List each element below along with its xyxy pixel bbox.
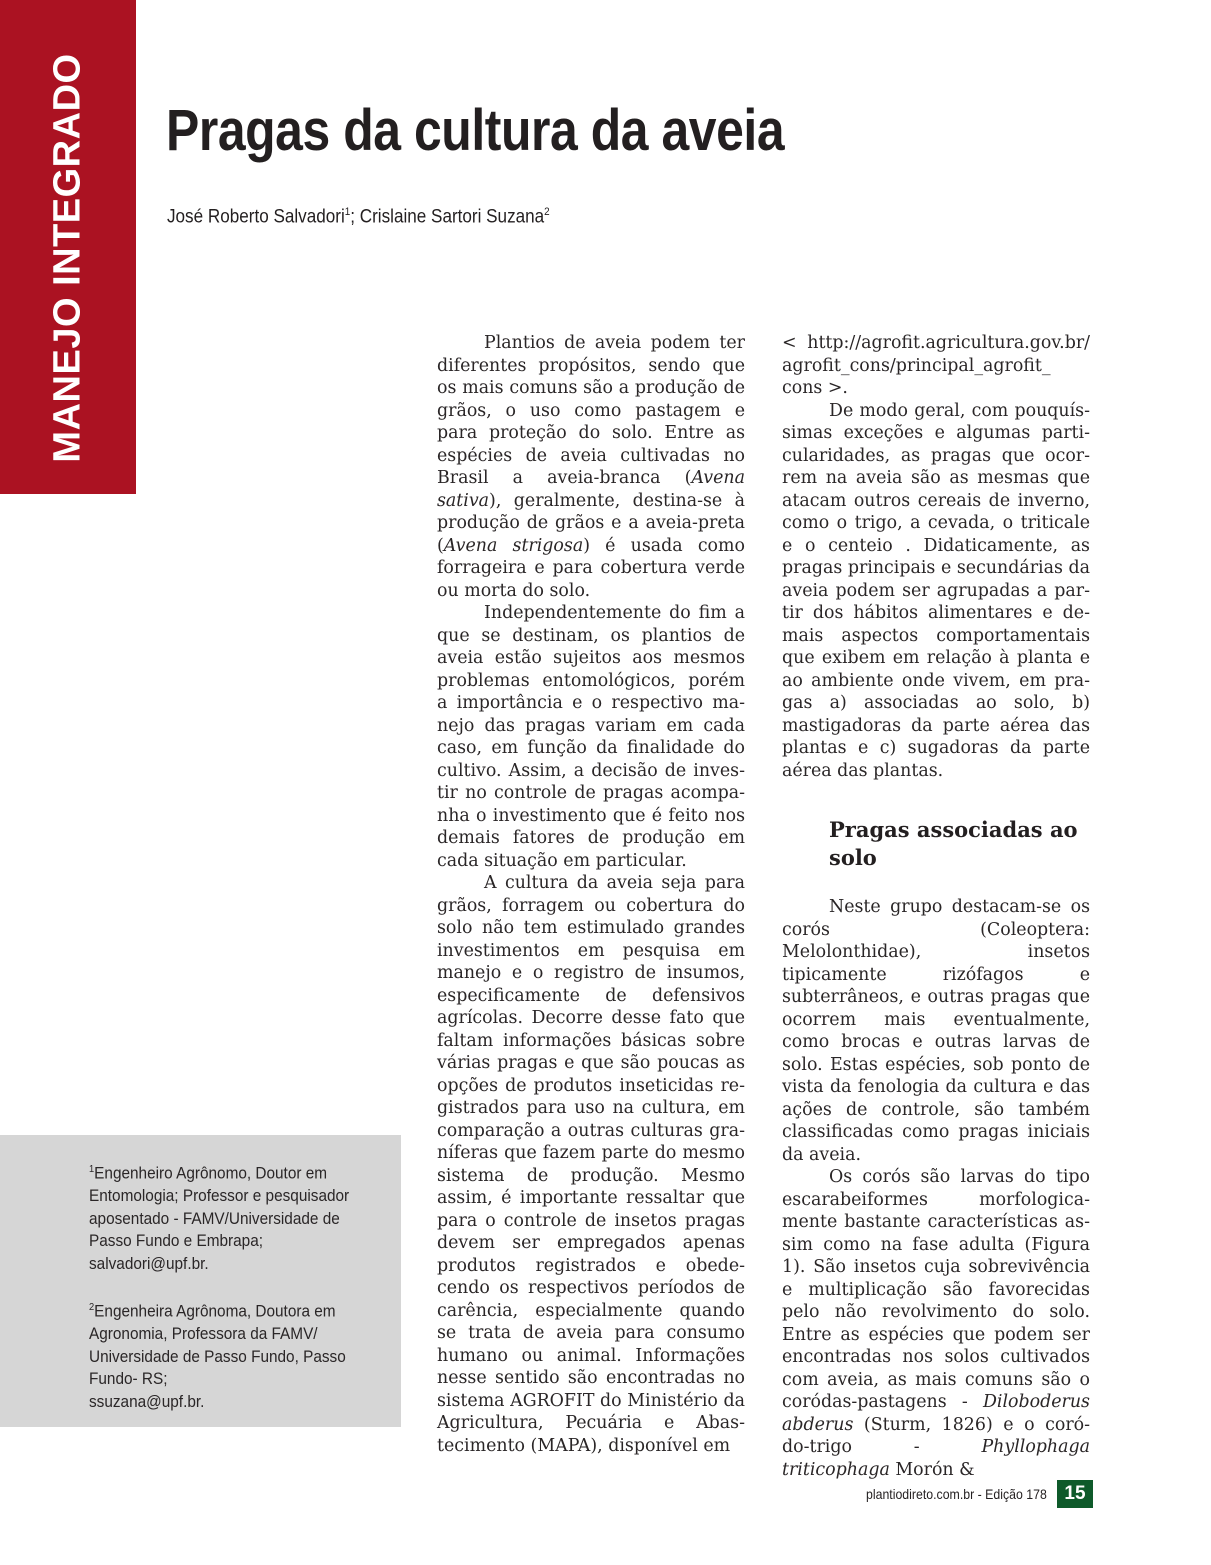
author-note-1 (89, 1159, 359, 1275)
url-reference[interactable]: < http://agrofit.agricultura.gov.br/ agrofit_cons/principal_agrofit_ cons >. (782, 333, 1090, 398)
section-heading: Pragas associadas ao solo (829, 817, 1078, 870)
paragraph: De modo geral, com pouquíssimas exceções e algumas particularidades, as pragas que ocorrem na aveia são as mesmas que atacam outros cereais de inverno, como o trigo, a cevada, o triticale e o centeio . Didaticamente, as pragas principais e secundárias da aveia podem ser agrupadas a partir dos hábitos alimentares e demais aspectos comportamentais que exibem em relação à planta e ao ambiente onde vivem, em pragas a) associadas ao solo, b) mastigadoras da parte aérea das plantas e c) sugadoras da parte aérea das plantas. (782, 400, 1090, 781)
text-run: (Sturm, 1826) e o coró-do-trigo - (782, 1414, 1090, 1457)
author-name: José Roberto Salvadori (167, 206, 345, 228)
page-number-badge: 15 (1057, 1480, 1093, 1508)
email-link[interactable]: ssuzana@upf.br. (89, 1392, 205, 1411)
author-note-2 (89, 1297, 359, 1413)
section-label: MANEJO INTEGRADO (46, 53, 89, 463)
species-name: Diloboderus abderus (782, 1392, 1090, 1435)
footer-edition: Edição 178 (985, 1486, 1047, 1502)
email-link[interactable]: salvadori@upf.br. (89, 1254, 209, 1273)
note-ref: 1 (89, 1164, 95, 1175)
footer-site[interactable]: plantiodireto.com.br (866, 1486, 975, 1502)
article-title: Pragas da cultura da aveia (166, 98, 785, 163)
body-column-2 (782, 332, 1090, 1481)
note-line: Fundo- RS; (89, 1370, 168, 1388)
paragraph: Independentemente do fim a que se destinam, os plantios de aveia estão sujeitos aos mesmos problemas entomológicos, porém a importância e o respectivo manejo das pragas variam em cada caso, em função da finalidade do cultivo. Assim, a decisão de investir no controle de pragas acompanha o investimento que é feito nos demais fatores de produção em cada situação em particular. (437, 603, 745, 871)
paragraph: Neste grupo destacam-se os corós (Coleoptera: Melolonthidae), insetos tipicamente rizófagos e subterrâneos, e outras pragas que ocorrem mais eventualmente, como brocas e outras larvas de solo. Estas espécies, sob ponto de vista da fenologia da cultura e das ações de controle, são também classificadas como pragas iniciais da aveia. (782, 897, 1090, 1165)
note-line: Universidade de Passo Fundo, Passo (89, 1347, 346, 1366)
paragraph (782, 1166, 1090, 1481)
paragraph (437, 332, 745, 602)
paragraph: A cultura da aveia seja para grãos, forragem ou cobertura do solo não tem estimulado grandes investimentos em pesquisa em manejo e o registro de insumos, especificamente de defensivos agrícolas. Decorre desse fato que faltam informações básicas sobre várias pragas e que são poucas as opções de produtos inseticidas registrados para uso na cultura, em comparação a outras culturas graníferas que fazem parte do mesmo sistema de produção. Mesmo assim, é importante ressaltar que para o controle de insetos pragas devem ser empregados apenas produtos registrados e obedecendo os respectivos períodos de carência, especialmente quando se trata de aveia para consumo humano ou animal. Informações nesse sentido são encontradas no sistema AGROFIT do Ministério da Agricultura, Pecuária e Abastecimento (MAPA), disponível em (437, 873, 745, 1456)
note-line: Engenheiro Agrônomo, Doutor em (94, 1164, 328, 1183)
footer-separator: - (974, 1486, 986, 1502)
author-name: Crislaine Sartori Suzana (359, 206, 545, 228)
note-line: Agronomia, Professora da FAMV/ (89, 1325, 318, 1343)
text-run: Os corós são larvas do tipo escarabeiformes morfologicamente bastante características assim como na fase adulta (Figura 1). São insetos cuja sobrevivência e multiplicação são favorecidas pelo não revolvimento do solo. Entre as espécies que podem ser encontradas nos solos cultivados com aveia, as mais comuns são o coródas-pastagens - (782, 1167, 1090, 1412)
author-separator: ; (350, 206, 360, 228)
species-name: Avena sativa (437, 468, 745, 511)
note-line: Passo Fundo e Embrapa; (89, 1232, 264, 1250)
author-ref: 1 (344, 206, 351, 218)
text-run: Morón & (889, 1459, 975, 1480)
note-line: aposentado - FAMV/Universidade de (89, 1209, 340, 1228)
note-line: Entomologia; Professor e pesquisador (89, 1187, 350, 1205)
author-ref: 2 (544, 206, 550, 218)
author-line (167, 206, 550, 228)
author-notes-box (0, 1135, 401, 1427)
section-band (0, 0, 136, 494)
species-name: Avena strigosa (443, 535, 584, 556)
note-ref: 2 (89, 1302, 95, 1313)
text-run: Plantios de aveia podem ter diferentes propósitos, sendo que os mais comuns são a produção de grãos, o uso como pastagem e para proteção do solo. Entre as espécies de aveia cultivadas no Brasil a aveia-branca ( (437, 333, 745, 488)
species-name: Phyllophaga triticophaga (782, 1437, 1090, 1480)
text-run: ) é usada como forrageira e para cobertura verde ou morta do solo. (437, 535, 745, 601)
page-footer (866, 1486, 1047, 1502)
body-column-1 (437, 332, 745, 1457)
text-run: ), geralmente, destina-se à produção de grãos e a aveia-preta ( (437, 490, 745, 556)
note-line: Engenheira Agrônoma, Doutora em (94, 1302, 336, 1321)
